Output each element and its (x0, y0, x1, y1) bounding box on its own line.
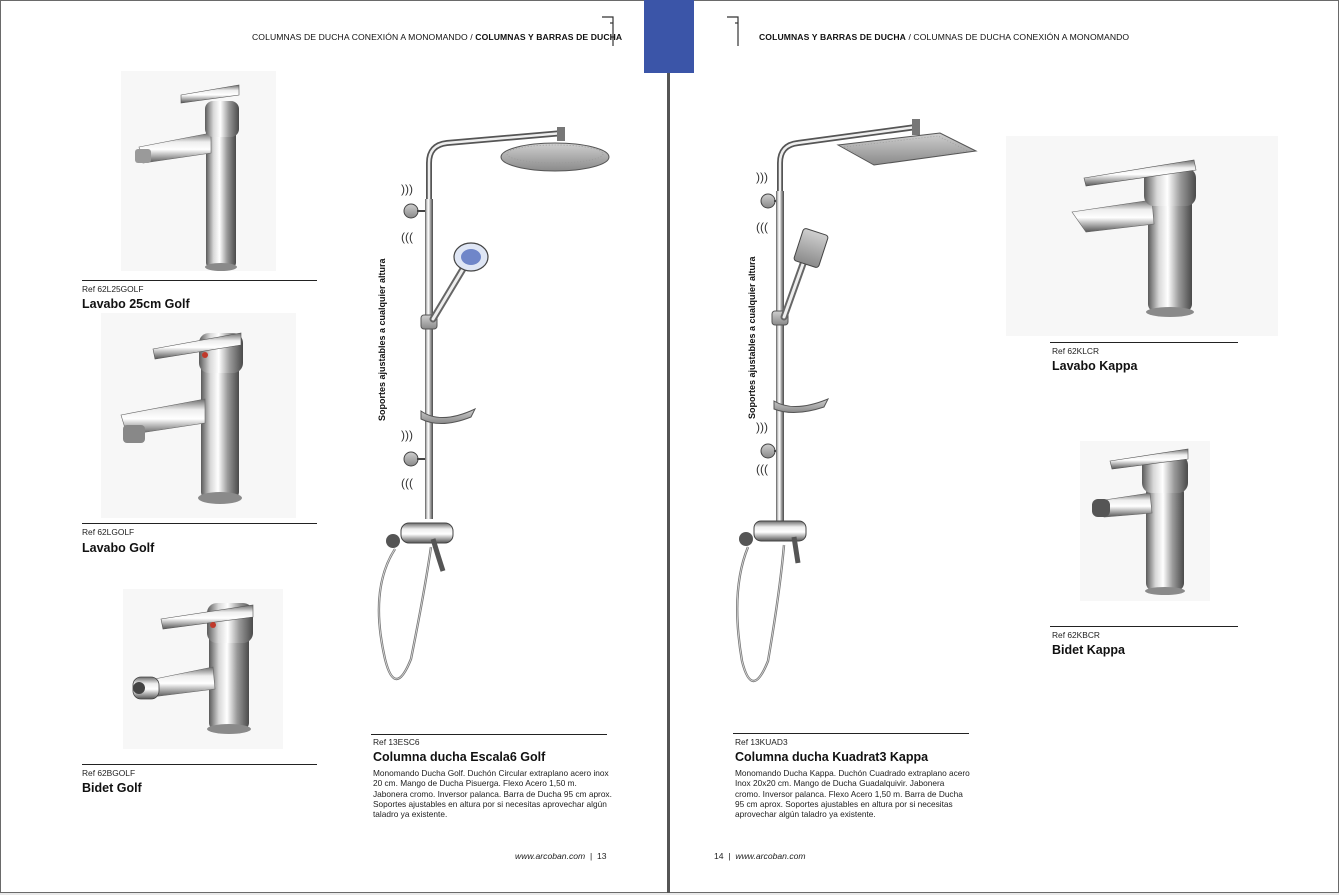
header-section-current: COLUMNAS Y BARRAS DE DUCHA (759, 32, 906, 42)
divider-rule (1050, 626, 1238, 627)
divider-rule (733, 733, 969, 734)
basin-faucet-icon (1006, 136, 1278, 336)
product-description: Monomando Ducha Kappa. Duchón Cuadrado extraplano acero Inox 20x20 cm. Mango de Ducha Guadalquivir. Jabonera cromo. Inversor palanca. Flexo Acero 1,50 m. Barra de Ducha 95 cm aprox. Soportes ajustables en altura por si necesitas aprovechar algún taladro ya existente. (735, 768, 970, 820)
header-section-current: COLUMNAS Y BARRAS DE DUCHA (475, 32, 623, 42)
svg-text:))): ))) (401, 428, 413, 442)
footer-website-link[interactable]: www.arcoban.com (735, 851, 806, 861)
svg-text:))): ))) (756, 420, 768, 434)
page-header (759, 32, 1129, 42)
basin-faucet-icon (101, 313, 296, 518)
divider-rule (82, 280, 317, 281)
product-name: Bidet Kappa (1052, 643, 1125, 657)
product-name: Lavabo Golf (82, 541, 155, 555)
page-number: 14 (714, 851, 724, 861)
divider-rule (82, 523, 317, 524)
product-name: Columna ducha Kuadrat3 Kappa (735, 750, 929, 764)
bidet-faucet-icon (1080, 441, 1210, 601)
footer-separator: | (728, 851, 731, 861)
header-section-label: COLUMNAS DE DUCHA CONEXIÓN A MONOMANDO / (252, 32, 476, 42)
product-name: Columna ducha Escala6 Golf (373, 750, 546, 764)
svg-text:(((: ((( (401, 230, 413, 244)
square-shower-column-icon (734, 111, 984, 701)
page-footer (714, 851, 806, 861)
product-name: Lavabo Kappa (1052, 359, 1138, 373)
product-ref: Ref 62KBCR (1052, 630, 1100, 640)
product-ref: Ref 13KUAD3 (735, 737, 788, 747)
svg-text:))): ))) (401, 182, 413, 196)
tall-basin-faucet-icon (121, 71, 276, 271)
corner-mark-icon (601, 15, 615, 47)
book-spine (667, 0, 670, 893)
product-ref: Ref 13ESC6 (373, 737, 420, 747)
svg-text:(((: ((( (401, 476, 413, 490)
page-number: 13 (597, 851, 607, 861)
product-description: Monomando Ducha Golf. Duchón Circular extraplano acero inox 20 cm. Mango de Ducha Pisuerga. Flexo Acero 1,50 m. Jabonera cromo. Inversor palanca. Barra de Ducha 95 cm aprox. Soportes ajustables en altura por si necesitas aprovechar algún taladro ya existente. (373, 768, 612, 820)
svg-text:(((: ((( (756, 462, 768, 476)
svg-text:(((: ((( (756, 220, 768, 234)
svg-text:))): ))) (756, 170, 768, 184)
corner-mark-icon (726, 15, 740, 47)
product-ref: Ref 62LGOLF (82, 527, 135, 537)
header-section-label: / COLUMNAS DE DUCHA CONEXIÓN A MONOMANDO (905, 32, 1130, 42)
catalog-page-14 (669, 0, 1339, 893)
product-ref: Ref 62BGOLF (82, 768, 136, 778)
divider-rule (1050, 342, 1238, 343)
bidet-faucet-icon (123, 589, 283, 749)
product-ref: Ref 62L25GOLF (82, 284, 144, 294)
catalog-page-13 (0, 0, 669, 893)
footer-separator: | (590, 851, 593, 861)
footer-website-link[interactable]: www.arcoban.com (515, 851, 586, 861)
product-name: Bidet Golf (82, 781, 142, 795)
section-tab-marker (644, 0, 694, 73)
product-name: Lavabo 25cm Golf (82, 297, 190, 311)
round-shower-column-icon (371, 119, 616, 699)
page-footer (515, 851, 607, 861)
product-ref: Ref 62KLCR (1052, 346, 1100, 356)
divider-rule (371, 734, 607, 735)
vertical-support-label: Soportes ajustables a cualquier altura (747, 256, 757, 419)
vertical-support-label: Soportes ajustables a cualquier altura (377, 258, 387, 421)
divider-rule (82, 764, 317, 765)
page-header (252, 32, 622, 42)
